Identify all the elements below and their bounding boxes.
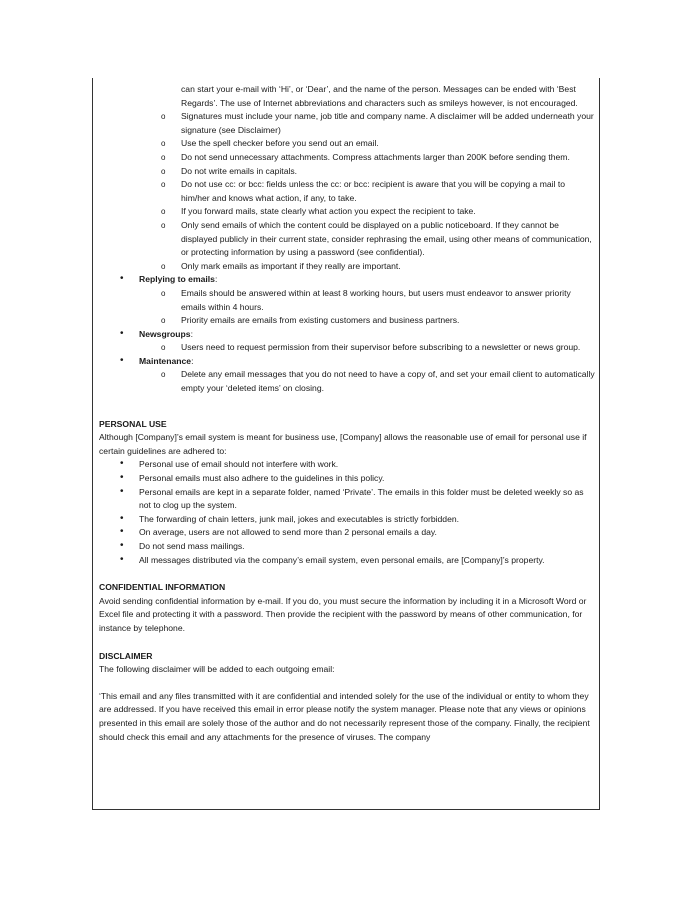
document-page <box>92 78 600 810</box>
list-item <box>120 458 595 472</box>
list-item <box>161 205 595 219</box>
circle-bullet-icon: o <box>161 207 166 217</box>
list-item-text: Only send emails of which the content could be displayed on a public noticeboard. If they cannot be displayed publicly in their current state, consider rephrasing the email, using other means of communication, or protecting information by using a password (see confidential). <box>181 219 592 258</box>
list-item <box>161 260 595 274</box>
circle-bullet-icon: o <box>161 220 166 230</box>
list-item <box>161 151 595 165</box>
list-item <box>120 472 595 486</box>
list-item-text: Do not use cc: or bcc: fields unless the cc: or bcc: recipient is aware that you will be copying a mail to him/her and knows what action, if any, to take. <box>181 179 566 203</box>
bullet-icon: • <box>120 273 124 285</box>
circle-bullet-icon: o <box>161 316 166 326</box>
topic-label: Replying to emails <box>139 274 215 285</box>
bullet-icon: • <box>120 512 124 524</box>
list-item-text: Users need to request permission from their supervisor before subscribing to a newsletter or news group. <box>181 342 581 353</box>
list-item-text: Only mark emails as important if they really are important. <box>181 260 401 271</box>
bullet-icon: • <box>120 354 124 366</box>
list-item <box>120 553 595 568</box>
topic-label: Newsgroups <box>139 328 191 339</box>
list-item-text: Emails should be answered within at least 8 working hours, but users must endeavor to answer priority emails within 4 hours. <box>181 287 571 312</box>
topic-label: Maintenance <box>139 355 192 366</box>
list-item-text: The forwarding of chain letters, junk mail, jokes and executables is strictly forbidden. <box>139 513 460 524</box>
section-heading-confidential: CONFIDENTIAL INFORMATION <box>99 582 226 593</box>
circle-bullet-icon: o <box>161 343 166 353</box>
list-item-text: Personal use of email should not interfere with work. <box>139 459 339 470</box>
general-guidelines-list <box>99 83 595 273</box>
topic-newsgroups: • Newsgroups: o Users need to request permission from their supervisor before subscribing to a newsletter or news group. <box>139 328 595 355</box>
list-item <box>161 178 595 205</box>
list-item-text: Do not send unnecessary attachments. Compress attachments larger than 200K before sending them. <box>181 151 570 162</box>
bullet-icon: • <box>120 553 124 565</box>
list-item <box>120 512 595 527</box>
list-item-text: Priority emails are emails from existing customers and business partners. <box>181 315 460 326</box>
list-item <box>120 485 595 513</box>
circle-bullet-icon: o <box>161 288 166 298</box>
circle-bullet-icon: o <box>161 180 166 190</box>
bullet-icon: • <box>120 526 124 538</box>
list-item-text: All messages distributed via the company’s email system, even personal emails, are [Company]’s property. <box>139 554 545 565</box>
list-item-text: Use the spell checker before you send out an email. <box>181 138 379 149</box>
list-item <box>161 341 595 355</box>
list-item <box>120 540 595 554</box>
topic-maintenance: • Maintenance: o Delete any email messages that you do not need to have a copy of, and set your email client to automatically empty your ‘deleted items’ on closing. <box>139 355 595 396</box>
disclaimer-intro: The following disclaimer will be added to each outgoing email: <box>99 664 335 675</box>
bullet-icon: • <box>120 472 124 484</box>
list-item <box>161 368 595 395</box>
list-item <box>120 526 595 540</box>
circle-bullet-icon: o <box>161 261 166 271</box>
circle-bullet-icon: o <box>161 139 166 149</box>
topic-replying: • Replying to emails: o Emails should be answered within at least 8 working hours, but users must endeavor to answer priority emails within 4 hours. o Priority emails are emails from existing customers and business partners. <box>139 273 595 327</box>
personal-use-intro: Although [Company]’s email system is meant for business use, [Company] allows the reasonable use of email for personal use if certain guidelines are adhered to: <box>99 432 587 456</box>
email-topics-list <box>99 273 595 395</box>
list-item <box>161 287 595 314</box>
bullet-icon: • <box>120 485 124 497</box>
list-item <box>161 314 595 328</box>
list-item-text: On average, users are not allowed to send more than 2 personal emails a day. <box>139 527 437 538</box>
list-item-text: Do not send mass mailings. <box>139 541 245 551</box>
list-item-text: Delete any email messages that you do not need to have a copy of, and set your email client to automatically empty your ‘deleted items’ on closing. <box>181 369 595 394</box>
confidential-body: Avoid sending confidential information by e-mail. If you do, you must secure the information by including it in a Microsoft Word or Excel file and protecting it with a password. Then provide the recipient with the password by means of other communication, for instance by telephone. <box>99 595 587 633</box>
document-body <box>99 83 595 744</box>
list-item <box>161 137 595 151</box>
disclaimer-body: ‘This email and any files transmitted with it are confidential and intended solely for the use of the individual or entity to whom they are addressed. If you have received this email in error please notify the system manager. Please note that any views or opinions presented in this email are solely those of the author and do not necessarily represent those of the company. Finally, the recipient should check this email and any attachments for the presence of viruses. The company <box>99 690 590 742</box>
list-item <box>161 165 595 179</box>
circle-bullet-icon: o <box>161 166 166 176</box>
list-item <box>161 219 595 260</box>
list-item-continued: can start your e-mail with ‘Hi’, or ‘Dear’, and the name of the person. Messages can be ended with ‘Best Regards’. The use of Internet abbreviations and characters such as smileys however, is not encouraged. <box>181 84 578 108</box>
bullet-icon: • <box>120 540 124 551</box>
bullet-icon: • <box>120 458 124 470</box>
list-item-text: Personal emails are kept in a separate folder, named ‘Private’. The emails in this folder must be deleted weekly so as not to clog up the system. <box>139 486 584 511</box>
list-item-text: If you forward mails, state clearly what action you expect the recipient to take. <box>181 206 476 217</box>
personal-use-list <box>99 458 595 567</box>
circle-bullet-icon: o <box>161 152 166 162</box>
list-item-text: Personal emails must also adhere to the guidelines in this policy. <box>139 473 385 484</box>
circle-bullet-icon: o <box>161 112 166 122</box>
list-item-text: Signatures must include your name, job title and company name. A disclaimer will be added underneath your signature (see Disclaimer) <box>181 111 594 135</box>
section-heading-disclaimer: DISCLAIMER <box>99 650 153 661</box>
list-item-text: Do not write emails in capitals. <box>181 165 298 176</box>
list-item <box>161 110 595 137</box>
bullet-icon: • <box>120 327 124 339</box>
section-heading-personal-use: PERSONAL USE <box>99 418 167 429</box>
circle-bullet-icon: o <box>161 370 166 380</box>
